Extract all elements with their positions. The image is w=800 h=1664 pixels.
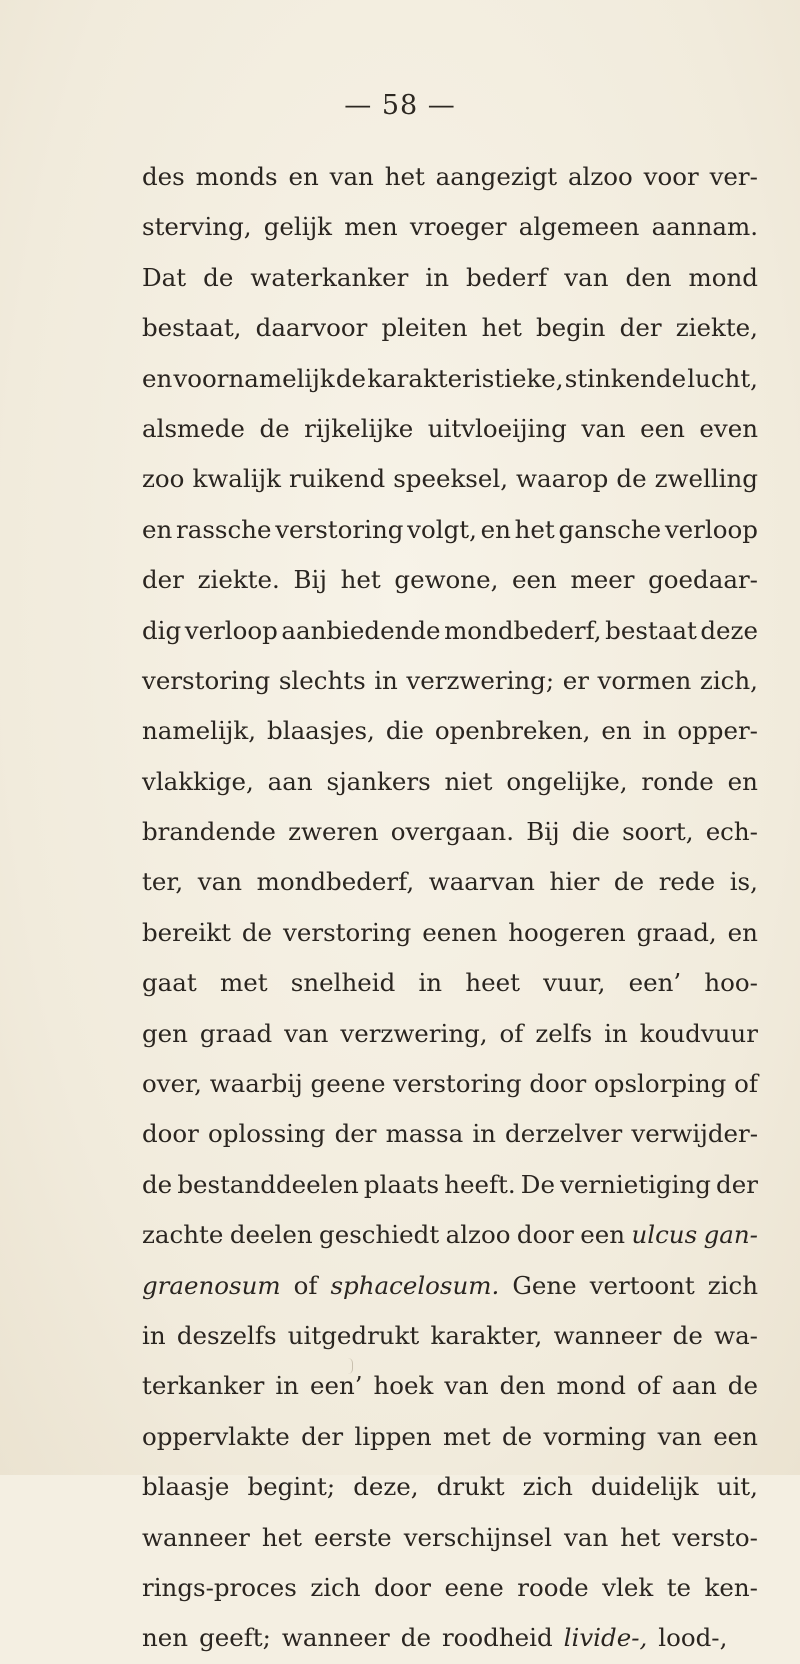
word: ziekte. — [197, 565, 280, 595]
word: de — [142, 1169, 173, 1199]
word: plaats — [363, 1169, 440, 1199]
word: zachte — [142, 1220, 224, 1250]
text-line — [142, 606, 758, 656]
word: in — [418, 968, 443, 998]
word: vuur, — [543, 968, 606, 998]
word: rede — [658, 867, 716, 897]
text-line — [142, 354, 758, 404]
word: des — [142, 162, 185, 191]
word: der — [716, 1169, 758, 1199]
word: overgaan. — [390, 817, 514, 847]
paper-speck — [348, 1358, 353, 1374]
word: alsmede — [142, 413, 245, 443]
word: van — [581, 413, 626, 443]
text-line — [142, 908, 758, 958]
word: De — [520, 1169, 555, 1199]
word: bestaat, — [142, 313, 242, 343]
word: alzoo — [567, 162, 633, 191]
text-line — [142, 1009, 758, 1059]
text-line — [142, 202, 758, 252]
word: een — [512, 565, 557, 595]
word: ter, — [142, 867, 184, 897]
word: soort, — [622, 817, 694, 847]
word: opper- — [677, 716, 758, 746]
text-line — [142, 757, 758, 807]
word: de — [727, 1371, 758, 1401]
word: zoo — [142, 464, 185, 494]
word: bereikt — [142, 917, 231, 947]
word: van — [564, 1522, 609, 1552]
word: vroeger — [409, 212, 507, 242]
word: ziekte, — [675, 313, 758, 343]
body-text — [142, 152, 758, 1664]
word: karakteristieke, — [367, 363, 564, 393]
text-line — [142, 1563, 758, 1613]
page-number: — 58 — — [344, 90, 456, 121]
word: met — [443, 1421, 491, 1451]
text-line — [142, 706, 758, 756]
word: graad, — [636, 917, 717, 947]
text-line — [142, 1210, 758, 1260]
text-line — [142, 152, 758, 202]
word: mond — [688, 262, 758, 292]
word: van — [444, 1371, 489, 1401]
word: massa — [385, 1119, 464, 1149]
word: der — [619, 313, 662, 343]
word: wa- — [714, 1320, 758, 1350]
word: uitvloeijing — [427, 413, 567, 443]
word: en — [288, 162, 319, 191]
word: te — [666, 1572, 692, 1602]
word: van — [657, 1421, 702, 1451]
word: het — [384, 162, 425, 191]
word: sjankers — [326, 766, 431, 796]
word: er — [562, 665, 589, 695]
word: verschijnsel — [403, 1522, 552, 1552]
word: ken- — [704, 1572, 758, 1602]
word: voornamelijk — [173, 363, 335, 393]
word: een’ — [628, 968, 682, 998]
word: die — [571, 817, 610, 847]
word: waarop — [516, 464, 609, 494]
word: eenen — [422, 917, 498, 947]
word: even — [699, 413, 758, 443]
text-line — [142, 1613, 758, 1663]
word: de — [672, 1320, 703, 1350]
word: rings-proces — [142, 1572, 297, 1602]
word: verloop — [184, 615, 278, 645]
word: bederf — [466, 262, 548, 292]
word: het — [514, 514, 555, 544]
word: duidelijk — [590, 1472, 699, 1502]
word: aannam. — [651, 212, 758, 242]
word: of — [293, 1270, 318, 1300]
word: een — [713, 1421, 758, 1451]
word: het — [261, 1522, 303, 1552]
word: roode — [517, 1572, 589, 1602]
word: verstoring — [275, 514, 404, 544]
word: aan — [671, 1371, 717, 1401]
italic-word: graenosum — [142, 1270, 281, 1300]
word: opslorping — [594, 1069, 727, 1099]
text-line — [142, 454, 758, 504]
word: door — [142, 1119, 199, 1149]
word: Bij — [526, 817, 560, 847]
text-line — [142, 958, 758, 1008]
word: graad — [199, 1018, 273, 1048]
word: Bij — [293, 565, 327, 595]
word: drukt — [436, 1472, 505, 1502]
text-line — [142, 1361, 758, 1411]
word: hoo- — [704, 968, 758, 998]
word: dig — [142, 615, 182, 645]
word: hier — [549, 867, 600, 897]
text-line — [142, 1412, 758, 1462]
word: verstoring — [283, 917, 412, 947]
text-line — [142, 857, 758, 907]
word: begin — [535, 313, 606, 343]
word: namelijk, — [142, 716, 257, 746]
word: verloop — [664, 514, 758, 544]
word: over, — [142, 1069, 202, 1099]
word: in — [642, 716, 667, 746]
text-line — [142, 303, 758, 353]
word: van — [197, 867, 242, 897]
word: deszelfs — [176, 1320, 277, 1350]
word: meer — [570, 565, 635, 595]
text-line — [142, 253, 758, 303]
word: gelijk — [263, 212, 333, 242]
word: een — [640, 413, 685, 443]
word: mondbederf, — [444, 615, 602, 645]
word: den — [625, 262, 672, 292]
word: heet — [465, 968, 520, 998]
word: gaat — [142, 968, 197, 998]
word: vorming — [543, 1421, 647, 1451]
word: zich, — [699, 665, 758, 695]
text-line — [142, 1513, 758, 1563]
text-line — [142, 656, 758, 706]
word: hoek — [373, 1371, 434, 1401]
word: zwelling — [654, 464, 758, 494]
word: uitgedrukt — [287, 1320, 420, 1350]
word: blaasjes, — [267, 716, 375, 746]
word: en — [727, 766, 758, 796]
word: aangezigt — [435, 162, 558, 191]
word: terkanker — [142, 1371, 265, 1401]
word: in — [472, 1119, 496, 1149]
text-line — [142, 1059, 758, 1109]
word: pleiten — [381, 313, 468, 343]
word: door — [374, 1572, 431, 1602]
word: bestaat — [605, 615, 697, 645]
word: ruikend — [289, 464, 386, 494]
word: stinkende — [564, 363, 687, 393]
word: ech- — [705, 817, 758, 847]
word: daarvoor — [255, 313, 368, 343]
word: de — [616, 464, 647, 494]
word: in — [142, 1320, 166, 1350]
word: eene — [444, 1572, 504, 1602]
word: uit, — [716, 1472, 758, 1502]
word: of — [499, 1018, 524, 1048]
word: verstoring — [393, 1069, 522, 1099]
word: zweren — [288, 817, 379, 847]
word: verwijder- — [631, 1119, 758, 1149]
word: verzwering; — [406, 665, 555, 695]
word: zich — [310, 1572, 361, 1602]
word: slechts — [278, 665, 366, 695]
word: gewone, — [394, 565, 499, 595]
word: vlakkige, — [142, 766, 254, 796]
word: oppervlakte — [142, 1421, 290, 1451]
word: ronde — [641, 766, 714, 796]
word: geeft; — [199, 1623, 271, 1653]
word: verzwering, — [340, 1018, 488, 1048]
word: door — [529, 1069, 587, 1099]
word: wanneer — [142, 1522, 250, 1552]
text-line — [142, 505, 758, 555]
word: wanneer — [281, 1623, 390, 1653]
word: het — [340, 565, 381, 595]
word: waarvan — [428, 867, 535, 897]
word: roodheid — [441, 1623, 553, 1653]
text-line — [142, 1261, 758, 1311]
word: zich — [707, 1270, 758, 1300]
word: de — [241, 917, 273, 947]
word: waterkanker — [250, 262, 409, 292]
word: de — [613, 867, 645, 897]
word: Dat — [142, 262, 187, 292]
word: hoogeren — [508, 917, 626, 947]
text-line — [142, 404, 758, 454]
word: volgt, — [407, 514, 477, 544]
word: het — [620, 1522, 661, 1552]
word: oplossing — [208, 1119, 326, 1149]
word: of — [636, 1371, 661, 1401]
word: vlek — [602, 1572, 654, 1602]
word: versto- — [672, 1522, 758, 1552]
word: in — [425, 262, 449, 292]
word: niet — [444, 766, 493, 796]
word: sterving, — [142, 212, 252, 242]
word: nen — [142, 1623, 189, 1653]
word: deze, — [353, 1472, 419, 1502]
word: het — [481, 313, 522, 343]
word: deelen — [229, 1220, 313, 1250]
word: en — [142, 514, 173, 544]
word: karakter, — [430, 1320, 543, 1350]
word: ongelijke, — [506, 766, 628, 796]
word: met — [219, 968, 268, 998]
word: snelheid — [290, 968, 396, 998]
italic-word: livide-, — [563, 1623, 648, 1653]
italic-word: gan- — [703, 1220, 758, 1250]
word: of — [734, 1069, 758, 1099]
word: voor — [643, 162, 699, 191]
word: de — [203, 262, 234, 292]
word: lippen — [354, 1421, 432, 1451]
text-line — [142, 1160, 758, 1210]
word: van — [329, 162, 374, 191]
word: speeksel, — [393, 464, 508, 494]
word: kwalijk — [192, 464, 281, 494]
word: der — [301, 1421, 344, 1451]
text-line — [142, 555, 758, 605]
word: gen — [142, 1018, 188, 1048]
word: begint; — [247, 1472, 336, 1502]
word: en — [601, 716, 632, 746]
word: is, — [729, 867, 758, 897]
text-line — [142, 807, 758, 857]
word: gansche — [558, 514, 662, 544]
word: en — [480, 514, 511, 544]
text-line — [142, 1311, 758, 1361]
word: men — [344, 212, 398, 242]
word: eerste — [314, 1522, 392, 1552]
word: openbreken, — [434, 716, 591, 746]
word: goedaar- — [648, 565, 758, 595]
word: van — [564, 262, 609, 292]
word: aanbiedende — [281, 615, 441, 645]
word: alzoo — [445, 1220, 511, 1250]
word: de — [400, 1623, 431, 1653]
word: de — [501, 1421, 533, 1451]
word: in — [275, 1371, 299, 1401]
word: de — [259, 413, 290, 443]
word: van — [284, 1018, 329, 1048]
word: in — [374, 665, 398, 695]
word: door — [516, 1220, 574, 1250]
italic-word: sphacelosum. — [330, 1270, 500, 1300]
word: een — [580, 1220, 626, 1250]
word: heeft. — [444, 1169, 516, 1199]
word: der — [142, 565, 184, 595]
word: rijkelijke — [304, 413, 414, 443]
word: de — [335, 363, 367, 393]
word: deze — [700, 615, 758, 645]
word: ver- — [709, 162, 758, 191]
word: rassche — [176, 514, 272, 544]
word: monds — [195, 162, 278, 191]
word: derzelver — [505, 1119, 623, 1149]
word: zich — [522, 1472, 573, 1502]
word: en — [142, 363, 173, 393]
word: brandende — [142, 817, 276, 847]
word: aan — [267, 766, 313, 796]
word: die — [385, 716, 424, 746]
italic-word: ulcus — [631, 1220, 698, 1250]
text-line — [142, 1109, 758, 1159]
text-line — [142, 1462, 758, 1512]
word: blaasje — [142, 1472, 230, 1502]
word: Gene — [512, 1270, 577, 1300]
word: waarbij — [209, 1069, 303, 1099]
word: vertoont — [589, 1270, 695, 1300]
word: geschiedt — [319, 1220, 440, 1250]
word: mondbederf, — [256, 867, 415, 897]
word: den — [499, 1371, 546, 1401]
word: in — [604, 1018, 628, 1048]
word: en — [727, 917, 758, 947]
word: wanneer — [553, 1320, 662, 1350]
word: vormen — [597, 665, 692, 695]
word: algemeen — [518, 212, 640, 242]
word: mond — [556, 1371, 626, 1401]
word: lucht, — [687, 363, 758, 393]
word: vernietiging — [560, 1169, 711, 1199]
word: koudvuur — [639, 1018, 758, 1048]
word: geene — [310, 1069, 386, 1099]
word: der — [334, 1119, 377, 1149]
word: bestanddeelen — [177, 1169, 359, 1199]
word: verstoring — [142, 665, 271, 695]
word: een’ — [309, 1371, 363, 1401]
word: zelfs — [535, 1018, 593, 1048]
word: lood-, — [658, 1623, 728, 1653]
